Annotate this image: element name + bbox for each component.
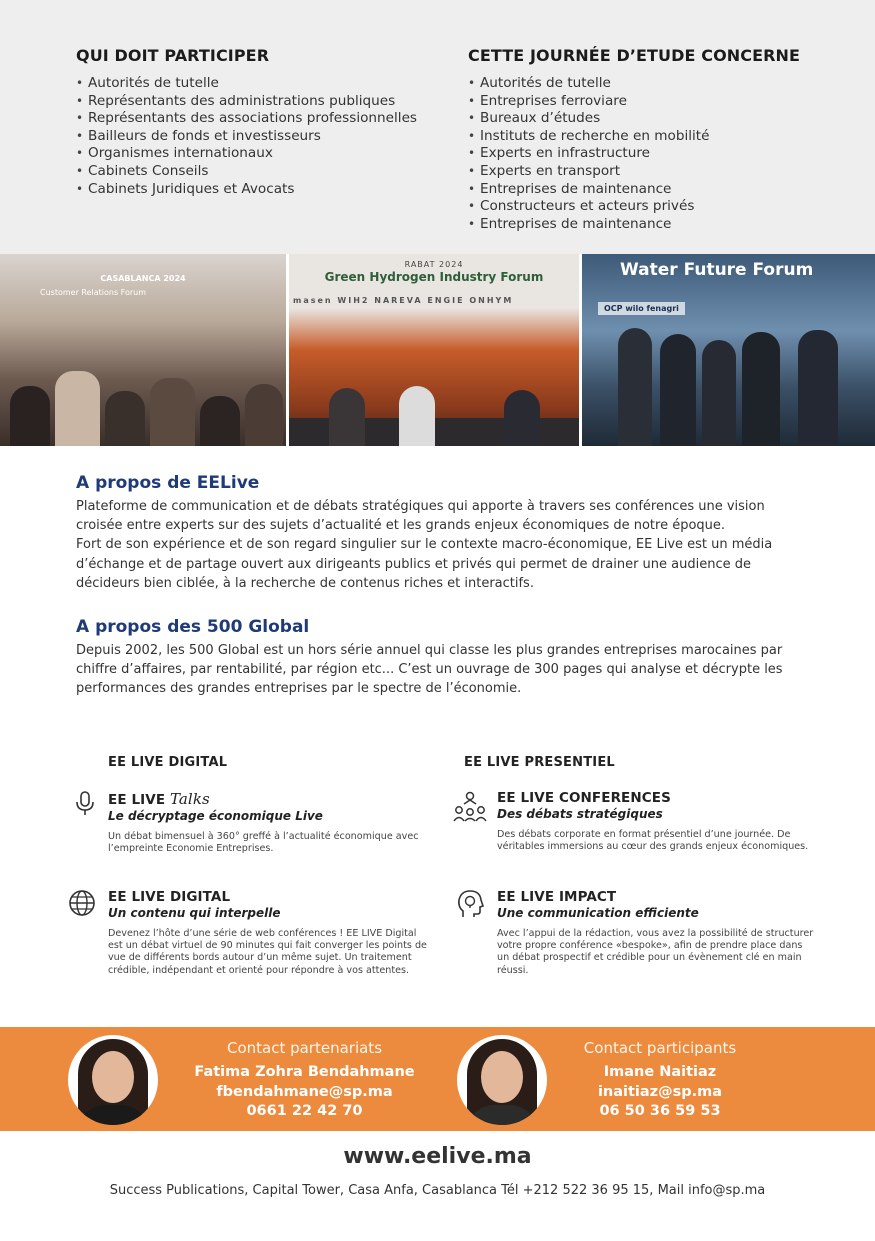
about-500-global: [76, 617, 796, 699]
ee-live-talks: [108, 790, 428, 855]
list-item: • Entreprises de maintenance: [468, 216, 848, 234]
about-eelive: [76, 473, 796, 593]
ee-live-digital: [108, 889, 428, 977]
concerne-title: CETTE JOURNÉE D’ETUDE CONCERNE: [468, 46, 801, 65]
list-item: • Représentants des associations professionnelles: [76, 110, 456, 128]
presentiel-section-title: EE LIVE PRESENTIEL: [464, 755, 615, 770]
list-item: • Cabinets Conseils: [76, 163, 456, 181]
talks-script-word: Talks: [169, 790, 210, 808]
list-item: • Cabinets Juridiques et Avocats: [76, 181, 456, 199]
list-item: • Bailleurs de fonds et investisseurs: [76, 128, 456, 146]
audience-crowd: [0, 356, 286, 446]
ee-live-impact: [497, 889, 817, 977]
list-item: • Bureaux d’études: [468, 110, 848, 128]
contact-email-link[interactable]: inaitiaz@sp.ma: [597, 1083, 723, 1100]
photo-event-location: RABAT 2024: [404, 260, 464, 269]
list-item: • Entreprises de maintenance: [468, 181, 848, 199]
list-item: • Entreprises ferroviare: [468, 93, 848, 111]
contact-name: Fatima Zohra Bendahmane: [194, 1064, 415, 1080]
list-item: • Représentants des administrations publiques: [76, 93, 456, 111]
photo-event-title: Green Hydrogen Industry Forum: [324, 270, 544, 284]
contact-phone[interactable]: 06 50 36 59 53: [599, 1103, 721, 1119]
customer-relations-forum-photo: [0, 254, 286, 446]
green-hydrogen-forum-photo: [289, 254, 579, 446]
digital-description: Devenez l’hôte d’une série de web conférences ! EE LIVE Digital est un débat virtuel de 90 minutes qui fait converger les points de vue de différents bords autour d’un même sujet. Un traitement crédible, indépendant et orienté pour répondre à vos attentes.: [108, 928, 427, 976]
about-500-paragraph: Depuis 2002, les 500 Global est un hors série annuel qui classe les plus grandes entreprises marocaines par chiffre d’affaires, par rentabilité, par région etc... C’est un ouvrage de 300 pages qui analyse et décrypte les performances des grandes entreprises par le spectre de l’économie.: [76, 643, 783, 697]
water-future-forum-photo: [582, 254, 875, 446]
avatar: [457, 1035, 547, 1125]
list-item: • Autorités de tutelle: [468, 75, 848, 93]
list-item: • Autorités de tutelle: [76, 75, 456, 93]
contact-phone[interactable]: 0661 22 42 70: [246, 1103, 363, 1119]
contact-participants: [560, 1039, 760, 1122]
list-item: • Experts en infrastructure: [468, 145, 848, 163]
participants-column: [76, 46, 456, 198]
audience-section: [0, 0, 875, 254]
head-idea-icon: [455, 889, 485, 919]
photo-event-title: Water Future Forum: [620, 260, 814, 280]
microphone-icon: [72, 790, 98, 816]
globe-icon: [68, 889, 96, 917]
participants-list: [76, 75, 456, 198]
conferences-description: Des débats corporate en format présentiel d’une journée. De véritables immersions au cœur des grands enjeux économiques.: [497, 829, 809, 853]
about-eelive-paragraph-2: Fort de son expérience et de son regard singulier sur le contexte macro-économique, EE Live est un média d’échange et de partage ouvert aux dirigeants publics et privés qui permet de drainer une audience de décideurs bien ciblée, à la recherche de contenus riches et interactifs.: [76, 537, 773, 591]
digital-section-title: EE LIVE DIGITAL: [108, 755, 228, 770]
ee-live-conferences: [497, 790, 817, 853]
panel-speakers: [289, 356, 579, 446]
photo-event-title: Customer Relations Forum: [40, 288, 147, 297]
list-item: • Organismes internationaux: [76, 145, 456, 163]
talks-tagline: Le décryptage économique Live: [108, 809, 323, 823]
contact-email-link[interactable]: fbendahmane@sp.ma: [216, 1083, 393, 1100]
impact-title: EE LIVE IMPACT: [497, 889, 617, 905]
digital-tagline: Un contenu qui interpelle: [108, 906, 281, 920]
digital-title: EE LIVE DIGITAL: [108, 889, 231, 905]
company-address: Success Publications, Capital Tower, Casa Anfa, Casablanca Tél +212 522 36 95 15, Mail info@sp.ma: [109, 1183, 766, 1198]
photo-event-location: CASABLANCA 2024: [100, 274, 186, 283]
impact-tagline: Une communication efficiente: [497, 906, 699, 920]
talks-description: Un débat bimensuel à 360° greffé à l’actualité économique avec l’empreinte Economie Entreprises.: [108, 831, 419, 855]
about-500-title: A propos des 500 Global: [76, 617, 310, 637]
conferences-tagline: Des débats stratégiques: [497, 807, 663, 821]
event-photo-strip: [0, 254, 875, 446]
about-eelive-paragraph-1: Plateforme de communication et de débats stratégiques qui apporte à travers ses conférences une vision croisée entre experts sur des sujets d’actualité et les grands enjeux économiques de notre époque.: [76, 499, 765, 534]
sponsor-logos: OCP wilo fenagri: [598, 302, 685, 315]
list-item: • Experts en transport: [468, 163, 848, 181]
participants-title: QUI DOIT PARTICIPER: [76, 46, 270, 65]
list-item: • Instituts de recherche en mobilité: [468, 128, 848, 146]
sponsor-logos: masen WIH2 NAREVA ENGIE ONHYM: [293, 296, 514, 305]
avatar: [68, 1035, 158, 1125]
about-eelive-title: A propos de EELive: [76, 473, 260, 493]
concerne-column: [468, 46, 848, 233]
network-people-icon: [453, 790, 487, 824]
website-link[interactable]: www.eelive.ma: [343, 1144, 532, 1169]
contact-name: Imane Naitiaz: [603, 1064, 717, 1080]
speakers-group: [582, 296, 875, 446]
contact-partnerships: [182, 1039, 427, 1122]
contact-label: Contact partenariats: [226, 1039, 383, 1057]
list-item: • Constructeurs et acteurs privés: [468, 198, 848, 216]
talks-title: EE LIVE Talks: [108, 790, 210, 808]
impact-description: Avec l’appui de la rédaction, vous avez la possibilité de structurer votre propre conférence «bespoke», afin de prendre place dans un débat prospectif et crédible pour un évènement clé en main réussi.: [497, 928, 814, 976]
concerne-list: [468, 75, 848, 233]
conferences-title: EE LIVE CONFERENCES: [497, 790, 671, 806]
contact-label: Contact participants: [583, 1039, 737, 1057]
